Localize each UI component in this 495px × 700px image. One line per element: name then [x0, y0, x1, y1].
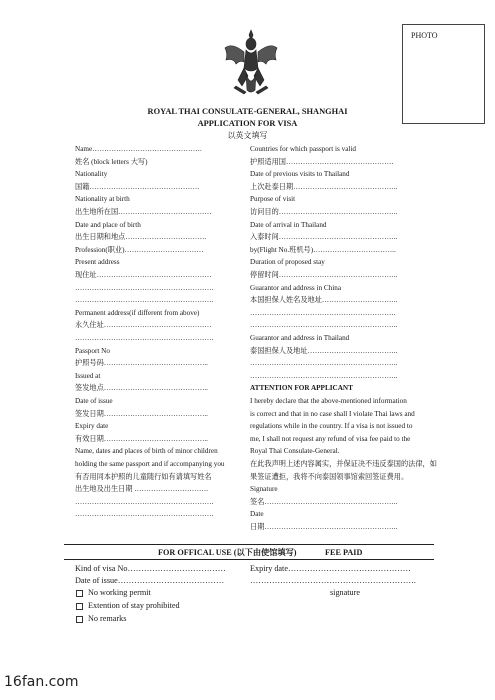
left-line-26: 有否用同本护照的儿童随行如有请填写姓名: [75, 472, 212, 481]
right-line-23: me, I shall not request any refund of visa fee paid to the: [250, 434, 411, 443]
right-line-28: 签名………………………………………………..: [250, 497, 398, 506]
right-line-27: Signature: [250, 485, 278, 494]
fee-paid-label: FEE PAID: [325, 548, 363, 557]
right-line-2: Date of previous visits to Thailand: [250, 170, 350, 179]
right-line-13: …………………………………………………….: [250, 308, 396, 317]
garuda-emblem-icon: [222, 28, 280, 98]
left-line-27: 出生地及出生日期 ………………………….: [75, 485, 208, 494]
divider-top: [64, 544, 434, 545]
right-line-5: 访问目的…………………………………………..: [250, 208, 398, 216]
right-line-9: Duration of proposed stay: [250, 258, 325, 267]
right-line-15: Guarantor and address in Thailand: [250, 334, 350, 342]
watermark: 16fan.com: [4, 674, 79, 690]
left-line-15: ………………………………………………….: [75, 334, 214, 342]
form-title: APPLICATION FOR VISA: [197, 119, 298, 128]
left-line-11: ………………………………………………….: [75, 283, 214, 292]
signature-label: signature: [330, 588, 361, 597]
left-line-3: 国籍……………………………………….: [75, 182, 199, 191]
form-subtitle: 以英文填写: [227, 131, 268, 140]
right-line-8: by(Flight No.班机号)……………………………..: [250, 245, 396, 254]
visa-kind-field: Kind of visa No………………………………: [75, 564, 226, 573]
right-line-10: 停留时间…………………………………………..: [250, 271, 398, 279]
right-line-17: ……………………………………………………..: [250, 359, 398, 368]
left-line-13: Permanent address(if different from above): [75, 308, 200, 317]
no-working-permit-checkbox[interactable]: [76, 590, 83, 597]
no-extension-label: Extention of stay prohibited: [88, 601, 180, 610]
right-line-7: 入泰时间…………………………………………..: [250, 233, 398, 242]
right-line-18: ……………………………………………………..: [250, 371, 398, 380]
date-of-issue-field: Date of issue…………………………………: [75, 576, 225, 585]
no-extension-checkbox[interactable]: [76, 603, 83, 610]
right-line-11: Guarantor and address in China: [250, 283, 342, 292]
right-line-1: 护照适用国………………………………………: [250, 157, 394, 166]
left-line-23: 有效日期……………………………………..: [75, 434, 208, 443]
left-line-10: 现住址…………………………………………: [75, 271, 212, 279]
no-working-permit-label: No working permit: [88, 588, 151, 597]
left-line-22: Expiry date: [75, 422, 109, 431]
right-line-19: ATTENTION FOR APPLICANT: [250, 384, 353, 393]
left-line-12: ………………………………………………….: [75, 296, 214, 305]
right-line-30: 日期………………………………………………..: [250, 523, 398, 531]
left-line-6: Date and place of birth: [75, 220, 141, 229]
right-line-20: I hereby declare that the above-mentioned information: [250, 397, 407, 405]
divider-bottom: [64, 559, 434, 560]
left-line-5: 出生地所在国…………………………………: [75, 208, 212, 216]
right-line-12: 本国担保人姓名及地址…………………………..: [250, 296, 398, 305]
consulate-title: ROYAL THAI CONSULATE-GENERAL, SHANGHAI: [147, 107, 348, 116]
left-line-9: Present address: [75, 258, 120, 267]
left-line-29: ………………………………………………….: [75, 510, 214, 519]
left-line-19: 签发地点……………………………………..: [75, 384, 208, 393]
right-line-26: 果签证遭拒，我将不向泰国领事馆索回签证费用。: [250, 472, 409, 481]
right-line-22: regulations while in the country. If a visa is not issued to: [250, 422, 413, 431]
left-line-20: Date of issue: [75, 397, 113, 405]
right-line-25: 在此我声明上述内容属实，并保证决不违反泰国的法律，如: [250, 460, 437, 468]
left-line-0: Name……………………………………….: [75, 145, 202, 153]
right-line-29: Date: [250, 510, 264, 519]
left-line-21: 签发日期……………………………………..: [75, 409, 208, 418]
left-line-4: Nationality at birth: [75, 195, 130, 204]
left-line-24: Name, dates and places of birth of minor children: [75, 447, 218, 456]
dotted-line: …………………………………………………….: [250, 576, 416, 585]
left-line-18: Issued at: [75, 371, 101, 380]
left-line-17: 护照号码……………………………………..: [75, 359, 208, 368]
right-line-4: Purpose of visit: [250, 195, 296, 204]
right-line-16: 泰国担保人及地址………………………………..: [250, 346, 398, 355]
photo-label: PHOTO: [411, 31, 438, 40]
no-remarks-label: No remarks: [88, 614, 127, 623]
expiry-date-field: Expiry date………………………………………: [250, 564, 411, 573]
left-line-7: 出生日期和地点…………………………….: [75, 233, 207, 242]
right-line-6: Date of arrival in Thailand: [250, 220, 327, 229]
right-line-0: Countries for which passport is valid: [250, 145, 357, 153]
left-line-2: Nationality: [75, 170, 108, 179]
left-line-1: 姓名 (block letters 大写): [75, 157, 148, 166]
left-line-28: ………………………………………………….: [75, 497, 214, 506]
right-line-24: Royal Thai Consulate-General.: [250, 447, 340, 456]
left-line-16: Passport No: [75, 346, 110, 355]
right-line-3: 上次赴泰日期……………………………………..: [250, 182, 398, 191]
left-line-8: Profession(职业)……………………………: [75, 245, 204, 254]
right-line-21: is correct and that in no case shall I violate Thai laws and: [250, 409, 415, 418]
left-line-14: 永久住址………………………………………: [75, 321, 212, 330]
right-line-14: ……………………………………………………..: [250, 321, 398, 330]
official-use-heading: FOR OFFICAL USE (以下由使馆填写): [158, 548, 297, 557]
left-line-25: holding the same passport and if accompanying you: [75, 460, 225, 468]
no-remarks-checkbox[interactable]: [76, 616, 83, 623]
